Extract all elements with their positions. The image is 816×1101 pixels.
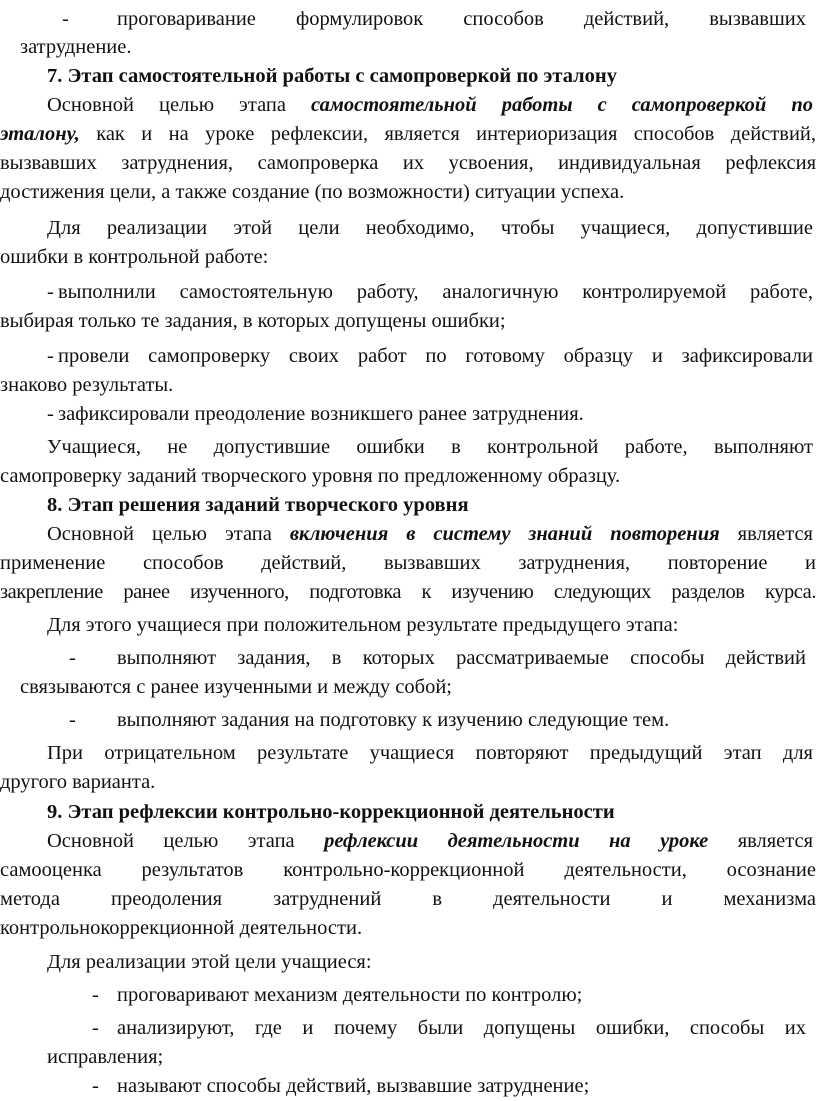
text-span: Основной целью этапа — [47, 94, 286, 116]
paragraph-line: контрольнокоррекционной деятельности. — [0, 917, 363, 939]
paragraph-line: закрепление ранее изученного, подготовка к изучению следующих разделов курса. — [0, 581, 816, 603]
list-item-text: выполняют задания, в которых рассматриваемые способы действий — [117, 647, 806, 669]
paragraph-line: При отрицательном результате учащиеся повторяют предыдущий этап для — [47, 742, 813, 764]
paragraph-line: ошибки в контрольной работе: — [0, 246, 269, 268]
emphasis-text: рефлексии деятельности на уроке — [324, 830, 709, 852]
paragraph-line: вызвавших затруднения, самопроверка их усвоения, индивидуальная рефлексия — [0, 152, 816, 174]
paragraph-line: метода преодоления затруднений в деятельности и механизма — [0, 888, 816, 910]
list-dash: - — [92, 984, 99, 1006]
list-dash: - — [47, 403, 54, 425]
section-heading-9: 9. Этап рефлексии контрольно-коррекционной деятельности — [47, 801, 615, 823]
list-dash: - — [69, 647, 76, 669]
list-item-text: знаково результаты. — [0, 374, 174, 396]
text-span: Основной целью этапа — [47, 830, 295, 852]
list-dash: - — [92, 1017, 99, 1039]
list-dash: - — [47, 345, 54, 367]
paragraph-line: самопроверку заданий творческого уровня по предложенному образцу. — [0, 465, 621, 487]
text-span: как и на уроке рефлексии, является интериоризация способов действий, — [96, 123, 816, 145]
list-dash: - — [47, 281, 54, 303]
paragraph-line — [47, 827, 813, 855]
paragraph-line: другого варианта. — [0, 771, 156, 793]
list-dash: - — [69, 709, 76, 731]
paragraph-line: Учащиеся, не допустившие ошибки в контрольной работе, выполняют — [47, 436, 813, 458]
paragraph-line: применение способов действий, вызвавших затруднения, повторение и — [0, 552, 816, 574]
paragraph-line: Для реализации этой цели необходимо, чтобы учащиеся, допустившие — [47, 217, 813, 239]
emphasis-text: самостоятельной работы с самопроверкой по — [311, 94, 813, 116]
list-item-text: выполняют задания на подготовку к изучению следующие тем. — [117, 709, 670, 731]
emphasis-text: включения в систему знаний повторения — [289, 523, 720, 545]
list-item-text: проговаривают механизм деятельности по контролю; — [117, 984, 583, 1006]
paragraph-line: Для реализации этой цели учащиеся: — [47, 951, 372, 973]
list-dash: - — [92, 1075, 99, 1097]
list-item-text: провели самопроверку своих работ по готовому образцу и зафиксировали — [58, 345, 813, 367]
paragraph-line: Для этого учащиеся при положительном результате предыдущего этапа: — [47, 614, 679, 636]
paragraph-line — [47, 91, 813, 119]
list-item-text: связываются с ранее изученными и между собой; — [20, 676, 453, 698]
paragraph-line: достижения цели, а также создание (по возможности) ситуации успеха. — [0, 181, 625, 203]
paragraph-line: самооценка результатов контрольно-коррекционной деятельности, осознание — [0, 859, 816, 881]
list-item-text: выбирая только те задания, в которых допущены ошибки; — [0, 310, 506, 332]
list-dash: - — [62, 8, 69, 30]
section-heading-7: 7. Этап самостоятельной работы с самопроверкой по эталону — [47, 65, 617, 87]
list-item-text: затруднение. — [20, 36, 132, 58]
list-item-text: называют способы действий, вызвавшие затруднение; — [117, 1075, 590, 1097]
list-item-text: зафиксировали преодоление возникшего ранее затруднения. — [58, 403, 584, 425]
paragraph-line — [47, 520, 813, 548]
emphasis-text: эталону, — [0, 123, 80, 145]
list-item-text: анализируют, где и почему были допущены ошибки, способы их — [117, 1017, 806, 1039]
text-span: является — [737, 523, 813, 545]
paragraph-line — [0, 120, 816, 148]
section-heading-8: 8. Этап решения заданий творческого уровня — [47, 494, 469, 516]
list-item-text: исправления; — [47, 1046, 164, 1068]
text-span: Основной целью этапа — [47, 523, 272, 545]
list-item-text: выполнили самостоятельную работу, аналогичную контролируемой работе, — [58, 281, 813, 303]
list-item-text: проговаривание формулировок способов действий, вызвавших — [117, 8, 806, 30]
text-span: является — [737, 830, 814, 852]
